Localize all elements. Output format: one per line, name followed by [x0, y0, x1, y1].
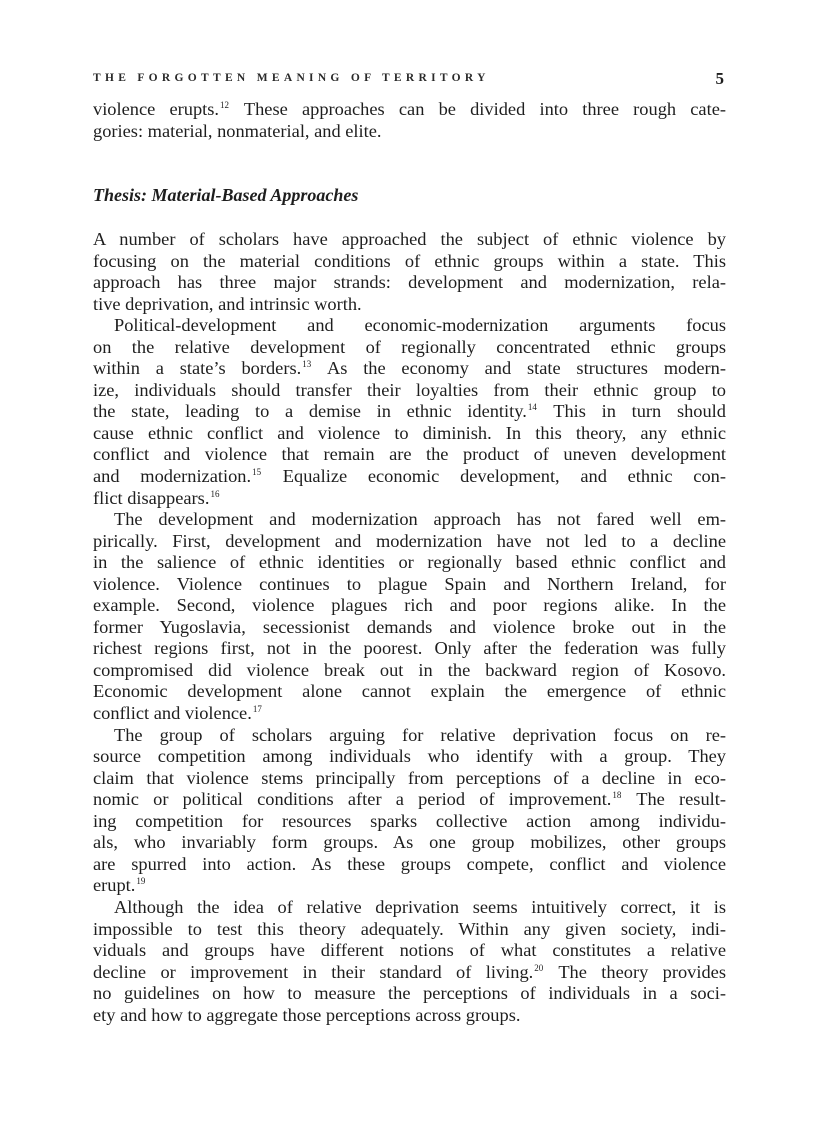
footnote-ref: 14	[527, 402, 537, 413]
text-line: richest regions first, not in the poorest. Only after the federation was fully	[93, 638, 726, 659]
page-number: 5	[715, 69, 724, 88]
text-line: nomic or political conditions after a period of improvement.$^{18}$ The result-	[93, 789, 727, 810]
text-line: former Yugoslavia, secessionist demands and violence broke out in the	[93, 616, 726, 637]
text-line: A number of scholars have approached the subject of ethnic violence by	[93, 229, 726, 249]
text-line: decline or improvement in their standard of living.$^{20}$ The theory provides	[93, 961, 726, 982]
text-line: compromised did violence break out in the backward region of Kosovo.	[93, 659, 726, 680]
text-line: and modernization.$^{15}$ Equalize economic development, and ethnic con-	[93, 466, 726, 487]
body-paragraph	[93, 315, 726, 509]
footnote-ref: 18	[612, 790, 622, 801]
text-line: cause ethnic conflict and violence to diminish. In this theory, any ethnic	[93, 422, 726, 443]
body-paragraph	[93, 725, 726, 897]
text-line: no guidelines on how to measure the perceptions of individuals in a soci-	[93, 983, 726, 1004]
text-line: on the relative development of regionally concentrated ethnic groups	[93, 336, 726, 357]
text-line: violence erupts.$^{12}$ These approaches can be divided into three rough cate-	[93, 99, 726, 119]
text-line: erupt.$^{19}$	[93, 875, 146, 896]
body-paragraph	[93, 897, 726, 1026]
text-line: within a state’s borders.$^{13}$ As the economy and state structures modern-	[93, 358, 726, 379]
text-line: impossible to test this theory adequately. Within any given society, indi-	[93, 918, 726, 939]
text-line: gories: material, nonmaterial, and elite.	[93, 120, 382, 141]
text-line: claim that violence stems principally from perceptions of a decline in eco-	[93, 767, 726, 788]
text-line: conflict and violence that remain are the product of uneven development	[93, 444, 726, 465]
footnote-ref: 16	[210, 488, 220, 499]
text-line: approach has three major strands: development and modernization, rela-	[93, 272, 726, 293]
running-head-title: THE FORGOTTEN MEANING OF TERRITORY	[93, 72, 490, 84]
text-line: focusing on the material conditions of ethnic groups within a state. This	[93, 250, 726, 271]
text-line: the state, leading to a demise in ethnic identity.$^{14}$ This in turn should	[93, 401, 726, 422]
intro-paragraph	[93, 99, 726, 142]
footnote-ref: 20	[534, 962, 544, 973]
text-line: pirically. First, development and modernization have not led to a decline	[93, 530, 726, 551]
text-line: tive deprivation, and intrinsic worth.	[93, 293, 362, 314]
footnote-ref: 13	[302, 359, 312, 370]
footnote-ref: 15	[252, 467, 262, 478]
text-line: example. Second, violence plagues rich and poor regions alike. In the	[93, 595, 726, 616]
footnote-ref: 12	[220, 100, 230, 110]
text-line: The group of scholars arguing for relative deprivation focus on re-	[114, 724, 726, 745]
text-line: Economic development alone cannot explain the emergence of ethnic	[93, 681, 726, 702]
footnote-ref: 17	[252, 704, 262, 715]
body-paragraph	[93, 229, 726, 315]
text-line: are spurred into action. As these groups compete, conflict and violence	[93, 853, 726, 874]
text-line: flict disappears.$^{16}$	[93, 487, 220, 508]
body-paragraph	[93, 509, 726, 724]
text-line: in the salience of ethnic identities or regionally based ethnic conflict and	[93, 552, 726, 573]
text-line: Political-development and economic-modernization arguments focus	[114, 315, 726, 336]
text-line: ety and how to aggregate those perceptions across groups.	[93, 1004, 521, 1025]
running-head	[93, 69, 726, 90]
text-line: ing competition for resources sparks collective action among individu-	[93, 810, 726, 831]
text-line: The development and modernization approach has not fared well em-	[114, 509, 726, 530]
text-line: conflict and violence.$^{17}$	[93, 703, 262, 724]
text-line: als, who invariably form groups. As one group mobilizes, other groups	[93, 832, 726, 853]
text-line: ize, individuals should transfer their loyalties from their ethnic group to	[93, 379, 726, 400]
text-line: Although the idea of relative deprivation seems intuitively correct, it is	[114, 896, 726, 917]
text-line: source competition among individuals who identify with a group. They	[93, 746, 726, 767]
section-heading: Thesis: Material-Based Approaches	[93, 185, 359, 205]
main-text	[93, 229, 726, 1026]
text-line: violence. Violence continues to plague Spain and Northern Ireland, for	[93, 573, 726, 594]
footnote-ref: 19	[136, 876, 146, 887]
text-line: viduals and groups have different notions of what constitutes a relative	[93, 940, 726, 961]
